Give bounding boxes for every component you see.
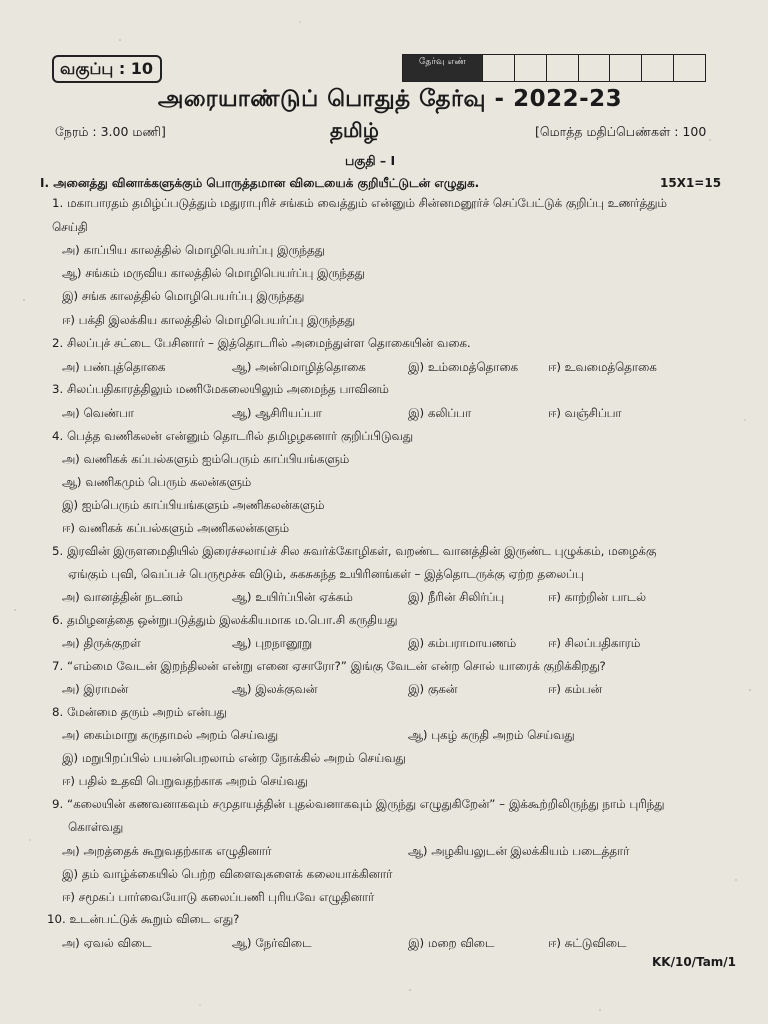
question-2-option-d: ஈ) உவமைத்தொகை	[548, 360, 657, 374]
question-2-option-a: அ) பண்புத்தொகை	[62, 360, 166, 374]
question-9-option-d: ஈ) சமூகப் பார்வையோடு கலைப்பணி புரியவே எழுதினார்	[62, 890, 375, 904]
question-9-line-1: 9. “கலையின் கணவனாகவும் சமுதாயத்தின் புதல்வனாகவும் இருந்து எழுதுகிறேன்” – இக்கூற்றிலிருந்து நாம் புரிந்து	[52, 797, 665, 811]
question-3-option-a: அ) வெண்பா	[62, 406, 134, 420]
question-3-option-c: இ) கலிப்பா	[408, 406, 472, 420]
question-6-option-b: ஆ) புறநானூறு	[232, 636, 312, 650]
roll-number-label: தேர்வு எண்	[403, 55, 483, 81]
marks-scheme: 15X1=15	[660, 176, 722, 190]
question-7-option-b: ஆ) இலக்குவன்	[232, 682, 318, 696]
exam-subject: தமிழ்	[330, 118, 379, 142]
page-code: KK/10/Tam/1	[652, 955, 737, 969]
question-8-option-b: ஆ) புகழ் கருதி அறம் செய்வது	[408, 728, 575, 742]
exam-title: அரையாண்டுப் பொதுத் தேர்வு - 2022-23	[157, 86, 623, 112]
question-6-line-1: 6. தமிழனத்தை ஒன்றுபடுத்தும் இலக்கியமாக ம.பொ.சி கருதியது	[52, 613, 398, 627]
question-8-option-a: அ) கைம்மாறு கருதாமல் அறம் செய்வது	[62, 728, 279, 742]
question-1-option-c: இ) சங்க காலத்தில் மொழிபெயர்ப்பு இருந்தது	[62, 289, 305, 303]
question-1-option-b: ஆ) சங்கம் மருவிய காலத்தில் மொழிபெயர்ப்பு இருந்தது	[62, 266, 365, 280]
question-6-option-a: அ) திருக்குறள்	[62, 636, 141, 650]
question-3-line-1: 3. சிலப்பதிகாரத்திலும் மணிமேகலையிலும் அமைந்த பாவினம்	[52, 382, 389, 396]
question-9-line-2: கொள்வது	[68, 820, 124, 834]
question-8-line-1: 8. மேன்மை தரும் அறம் என்பது	[52, 705, 227, 719]
question-2-option-b: ஆ) அன்மொழித்தொகை	[232, 360, 366, 374]
question-2-option-c: இ) உம்மைத்தொகை	[408, 360, 519, 374]
question-4-option-c: இ) ஐம்பெரும் காப்பியங்களும் அணிகலன்களும்	[62, 498, 325, 512]
question-9-option-a: அ) அறத்தைக் கூறுவதற்காக எழுதினார்	[62, 844, 272, 858]
question-9-option-b: ஆ) அழகியலுடன் இலக்கியம் படைத்தார்	[408, 844, 630, 858]
question-4-option-d: ஈ) வணிகக் கப்பல்களும் அணிகலன்களும்	[62, 521, 289, 535]
question-6-option-d: ஈ) சிலப்பதிகாரம்	[548, 636, 641, 650]
question-7-line-1: 7. “எம்மை வேடன் இறந்திலன் என்று எனை ஏசாரோ?” இங்கு வேடன் என்ற சொல் யாரைக் குறிக்கிறது?	[52, 659, 606, 673]
question-3-option-b: ஆ) ஆசிரியப்பா	[232, 406, 322, 420]
exam-time: நேரம் : 3.00 மணி]	[55, 124, 166, 139]
roll-number-cell	[515, 55, 547, 81]
grade-label: வகுப்பு : 10	[52, 55, 162, 83]
question-1-option-a: அ) காப்பிய காலத்தில் மொழிபெயர்ப்பு இருந்தது	[62, 243, 325, 257]
question-10-option-d: ஈ) சுட்டுவிடை	[548, 936, 627, 950]
roll-number-cell	[610, 55, 642, 81]
question-5-option-b: ஆ) உயிர்ப்பின் ஏக்கம்	[232, 590, 353, 604]
roll-number-cell	[579, 55, 611, 81]
question-7-option-d: ஈ) கம்பன்	[548, 682, 602, 696]
question-9-option-c: இ) தம் வாழ்க்கையில் பெற்ற விளைவுகளைக் கலையாக்கினார்	[62, 867, 393, 881]
question-10-option-a: அ) ஏவல் விடை	[62, 936, 152, 950]
question-5-option-a: அ) வானத்தின் நடனம்	[62, 590, 183, 604]
roll-number-cell	[547, 55, 579, 81]
roll-number-cell	[674, 55, 705, 81]
question-10-option-c: இ) மறை விடை	[408, 936, 495, 950]
question-4-option-b: ஆ) வணிகமும் பெரும் கலன்களும்	[62, 475, 252, 489]
question-7-option-a: அ) இராமன்	[62, 682, 129, 696]
question-7-option-c: இ) குகன்	[408, 682, 458, 696]
question-1-line-2: செய்தி	[52, 220, 88, 234]
question-4-option-a: அ) வணிகக் கப்பல்களும் ஐம்பெரும் காப்பியங்களும்	[62, 452, 350, 466]
question-5-option-d: ஈ) காற்றின் பாடல்	[548, 590, 646, 604]
question-3-option-d: ஈ) வஞ்சிப்பா	[548, 406, 622, 420]
total-marks: [மொத்த மதிப்பெண்கள் : 100	[535, 124, 707, 139]
question-2-line-1: 2. சிலப்புச் சட்டை பேசினார் – இத்தொடரில் அமைந்துள்ள தொகையின் வகை.	[52, 336, 471, 350]
question-1-option-d: ஈ) பக்தி இலக்கிய காலத்தில் மொழிபெயர்ப்பு இருந்தது	[62, 313, 356, 327]
question-8-option-d: ஈ) பதில் உதவி பெறுவதற்காக அறம் செய்வது	[62, 774, 308, 788]
question-10-line-1: 10. உடன்பட்டுக் கூறும் விடை எது?	[47, 912, 240, 926]
question-4-line-1: 4. பெத்த வணிகலன் என்னும் தொடரில் தமிழழகனார் குறிப்பிடுவது	[52, 429, 413, 443]
roll-number-cell	[642, 55, 674, 81]
roll-number-cell	[483, 55, 515, 81]
question-1-line-1: 1. மகாபாரதம் தமிழ்ப்படுத்தும் மதுராபுரிச் சங்கம் வைத்தும் என்னும் சின்னமனூர்ச் செப்பேட்டுக் குறிப்பு உணர்த்தும்	[52, 196, 667, 210]
question-10-option-b: ஆ) நேர்விடை	[232, 936, 312, 950]
question-5-line-2: ஏங்கும் புவி, வெப்பச் பெருமூச்சு விடும், சுகசுகந்த உயிரினங்கள் – இத்தொடருக்கு ஏற்ற தலைப்பு	[68, 567, 584, 581]
part-heading: பகுதி – I	[345, 153, 396, 168]
section-instruction: I. அனைத்து வினாக்களுக்கும் பொருத்தமான விடையைக் குறியீட்டுடன் எழுதுக.	[40, 176, 480, 190]
question-5-line-1: 5. இரவின் இருளமைதியில் இரைச்சலாய்ச் சில சுவர்க்கோழிகள், வறண்ட வானத்தின் இருண்ட புழுக்கம், மழைக்கு	[52, 544, 657, 558]
question-5-option-c: இ) நீரின் சிலிர்ப்பு	[408, 590, 505, 604]
roll-number-box	[402, 54, 706, 82]
question-8-option-c: இ) மறுபிறப்பில் பயன்பெறலாம் என்ற நோக்கில் அறம் செய்வது	[62, 751, 406, 765]
question-6-option-c: இ) கம்பராமாயணம்	[408, 636, 517, 650]
